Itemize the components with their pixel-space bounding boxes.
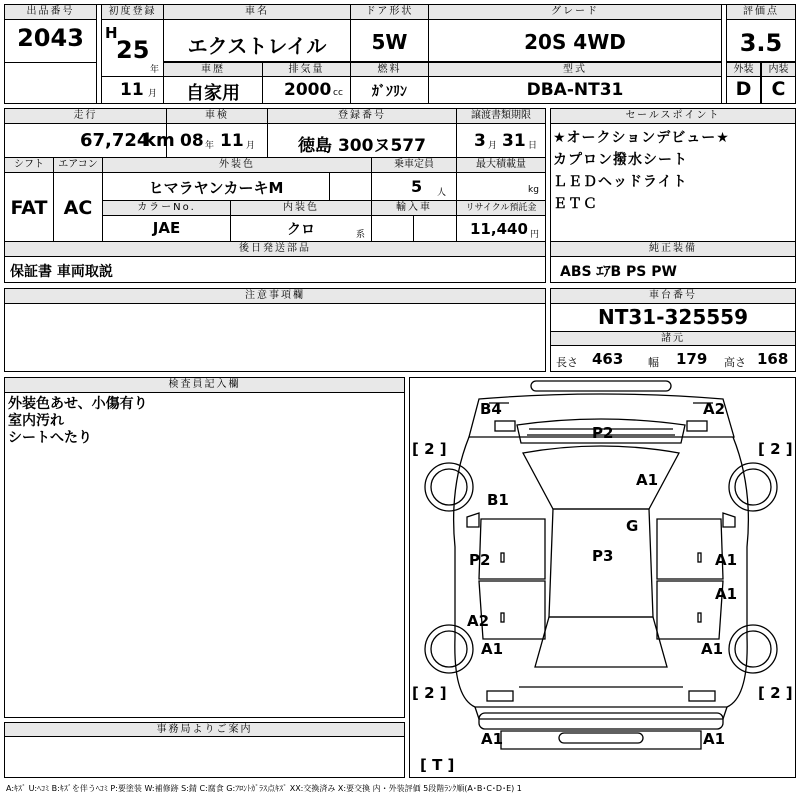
transfer-day: 31 — [502, 131, 526, 151]
mileage-label: 走行 — [4, 108, 167, 124]
model: DBA-NT31 — [526, 80, 624, 100]
caution-label: 注意事項欄 — [4, 288, 546, 304]
damage-mark: A1 — [481, 730, 504, 748]
inspector-note: 室内汚れ — [8, 413, 64, 429]
recycle-unit: 円 — [530, 230, 540, 240]
ext-color-label: 外装色 — [102, 157, 372, 173]
damage-mark: B1 — [487, 491, 509, 509]
model-label: 型式 — [428, 62, 722, 77]
color-no-label: カラーNo. — [102, 200, 231, 216]
int-color-label: 内装色 — [230, 200, 372, 216]
tire-rear-left-grade: [ 2 ] — [412, 684, 447, 702]
grade-label: グレード — [428, 4, 722, 20]
first-reg-label: 初度登録 — [101, 4, 164, 20]
width: 179 — [676, 350, 708, 368]
length-label: 長さ — [556, 356, 578, 369]
score: 3.5 — [739, 29, 783, 57]
damage-mark: A2 — [467, 612, 490, 630]
mileage-unit: km — [144, 130, 175, 151]
history: 自家用 — [186, 83, 240, 104]
later-parts-label: 後日発送部品 — [4, 241, 546, 257]
transfer-month-unit: 月 — [488, 141, 498, 151]
sales-point-item: ＬＥＤヘッドライト — [553, 174, 688, 190]
transfer-day-unit: 日 — [528, 141, 538, 151]
sales-point-item: ★オークションデビュー★ — [553, 130, 730, 146]
score-label: 評価点 — [726, 4, 796, 20]
insp-month-unit: 月 — [246, 141, 256, 151]
tire-rear-right-grade: [ 2 ] — [758, 684, 793, 702]
later-parts: 保証書 車両取説 — [10, 264, 113, 280]
office-label: 事務局よりご案内 — [4, 722, 405, 737]
insp-month: 11 — [220, 131, 244, 151]
ac-label: エアコン — [53, 157, 103, 173]
mileage: 67,724 — [80, 130, 150, 151]
damage-mark: A2 — [703, 400, 726, 418]
lot-number: 2043 — [17, 24, 84, 52]
sales-points-label: セールスポイント — [550, 108, 796, 124]
insp-year-unit: 年 — [205, 141, 215, 151]
damage-mark: P3 — [592, 547, 614, 565]
reg-month-unit: 月 — [148, 89, 158, 99]
insp-year: 08 — [180, 131, 204, 151]
damage-mark: A1 — [715, 551, 738, 569]
int-color-unit: 系 — [356, 230, 366, 240]
ext-color-extra-cell — [329, 172, 372, 201]
damage-mark: P2 — [469, 551, 491, 569]
capacity-label: 乗車定員 — [371, 157, 457, 173]
damage-mark: G — [626, 517, 639, 535]
damage-mark: A1 — [636, 471, 659, 489]
history-label: 車歴 — [163, 62, 263, 77]
damage-mark: A1 — [701, 640, 724, 658]
ext-color: ヒマラヤンカーキM — [148, 179, 284, 197]
inspector-note: シートへたり — [8, 430, 92, 446]
grade: 20S 4WD — [524, 30, 626, 54]
exterior-label: 外装 — [726, 62, 761, 77]
height: 168 — [757, 350, 789, 368]
spare-tire-mark: [ T ] — [420, 756, 455, 774]
plate: 徳島 300ヌ577 — [298, 136, 426, 156]
damage-mark: P2 — [592, 424, 614, 442]
load-label: 最大積載量 — [456, 157, 546, 173]
inspector-label: 検査員記入欄 — [4, 377, 405, 393]
lot-label: 出品番号 — [4, 4, 97, 20]
genuine-equipment: ABS ｴｱB PS PW — [560, 264, 677, 280]
transfer-label: 譲渡書類期限 — [456, 108, 546, 124]
car-name: エクストレイル — [187, 34, 327, 58]
inspector-notes — [8, 396, 398, 447]
import-label: 輸入車 — [371, 200, 457, 216]
int-color: クロ — [287, 222, 315, 238]
recycle-label: リサイクル預託金 — [456, 200, 546, 216]
chassis-label: 車台番号 — [550, 288, 796, 304]
transfer-month: 3 — [474, 131, 486, 151]
damage-mark: A1 — [703, 730, 726, 748]
length: 463 — [592, 350, 624, 368]
height-label: 高さ — [724, 356, 746, 369]
displacement-label: 排気量 — [262, 62, 351, 77]
capacity: 5 — [411, 177, 423, 196]
sales-point-item: カプロン撥水シート — [553, 152, 688, 168]
shift-label: シフト — [4, 157, 54, 173]
recycle-fee: 11,440 — [470, 220, 528, 238]
lot-lower-cell — [4, 62, 97, 104]
displacement-unit: cc — [333, 88, 343, 98]
car-name-label: 車名 — [163, 4, 351, 20]
tire-front-left-grade: [ 2 ] — [412, 440, 447, 458]
sales-point-item: ＥＴＣ — [553, 196, 598, 212]
caution-cell — [4, 303, 546, 372]
exterior-grade: D — [735, 78, 752, 100]
legend-text: A:ｷｽﾞ U:ﾍｺﾐ B:ｷｽﾞを伴うﾍｺﾐ P:要塗装 W:補修跡 S:錆 C:腐食 G:ﾌﾛﾝﾄｶﾞﾗｽ点ｷｽﾞ XX:交換済み X:要交換 内・外装評価 5段階ﾗﾝｸ順(A･B･C･D･E) 1 — [6, 784, 522, 793]
interior-grade: C — [771, 78, 786, 100]
color-no: JAE — [152, 219, 181, 237]
displacement: 2000 — [284, 80, 332, 100]
reg-month: 11 — [120, 80, 144, 100]
damage-mark: A1 — [481, 640, 504, 658]
import-cell-2 — [413, 215, 457, 242]
damage-mark: A1 — [715, 585, 738, 603]
fuel-label: 燃料 — [350, 62, 429, 77]
reg-era: H — [105, 24, 118, 42]
load-unit: kg — [528, 185, 539, 195]
capacity-unit: 人 — [437, 188, 447, 198]
width-label: 幅 — [648, 356, 659, 369]
genuine-label: 純正装備 — [550, 241, 796, 257]
shift: FAT — [10, 197, 48, 219]
door-type: 5W — [371, 30, 408, 54]
specs-label: 諸元 — [550, 331, 796, 346]
import-cell — [371, 215, 414, 242]
tire-front-right-grade: [ 2 ] — [758, 440, 793, 458]
door-label: ドア形状 — [350, 4, 429, 20]
fuel: ｶﾞｿﾘﾝ — [372, 84, 407, 100]
sales-points-list — [553, 127, 793, 215]
chassis-number: NT31-325559 — [597, 305, 748, 329]
reg-year: 25 — [116, 36, 150, 64]
inspector-note: 外装色あせ、小傷有り — [8, 396, 148, 412]
inspection-label: 車検 — [166, 108, 268, 124]
office-cell — [4, 736, 405, 778]
interior-label: 内装 — [761, 62, 796, 77]
damage-mark: B4 — [480, 400, 502, 418]
ac: AC — [63, 197, 93, 219]
plate-label: 登録番号 — [267, 108, 457, 124]
reg-year-unit: 年 — [150, 65, 160, 75]
